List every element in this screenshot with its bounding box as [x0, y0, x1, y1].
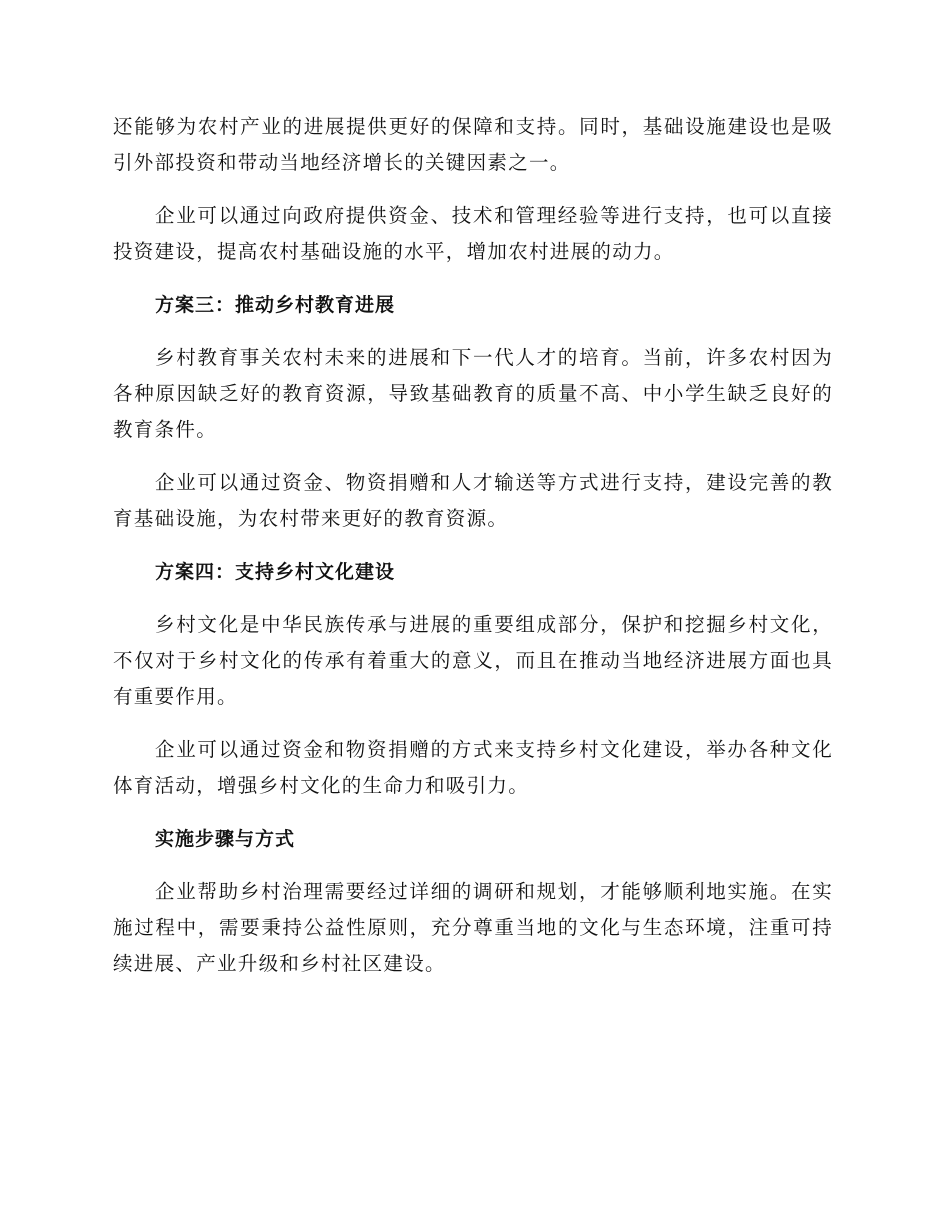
paragraph-rural-culture: 乡村文化是中华民族传承与进展的重要组成部分，保护和挖掘乡村文化，不仅对于乡村文化的传承有着重大的意义，而且在推动当地经济进展方面也具有重要作用。	[113, 613, 833, 708]
paragraph-rural-education: 乡村教育事关农村未来的进展和下一代人才的培育。当前，许多农村因为各种原因缺乏好的教育资源，导致基础教育的质量不高、中小学生缺乏良好的教育条件。	[113, 346, 833, 441]
paragraph-enterprise-infrastructure-support: 企业可以通过向政府提供资金、技术和管理经验等进行支持，也可以直接投资建设，提高农村基础设施的水平，增加农村进展的动力。	[113, 204, 833, 263]
paragraph-enterprise-education-support: 企业可以通过资金、物资捐赠和人才输送等方式进行支持，建设完善的教育基础设施，为农村带来更好的教育资源。	[113, 471, 833, 530]
paragraph-enterprise-culture-support: 企业可以通过资金和物资捐赠的方式来支持乡村文化建设，举办各种文化体育活动，增强乡村文化的生命力和吸引力。	[113, 738, 833, 797]
paragraph-infrastructure-continued: 还能够为农村产业的进展提供更好的保障和支持。同时，基础设施建设也是吸引外部投资和带动当地经济增长的关键因素之一。	[113, 115, 833, 174]
document-body	[113, 109, 833, 999]
paragraph-implementation: 企业帮助乡村治理需要经过详细的调研和规划，才能够顺利地实施。在实施过程中，需要秉持公益性原则，充分尊重当地的文化与生态环境，注重可持续进展、产业升级和乡村社区建设。	[113, 880, 833, 975]
heading-plan-three: 方案三：推动乡村教育进展	[155, 294, 396, 316]
heading-plan-four: 方案四：支持乡村文化建设	[155, 561, 396, 583]
heading-implementation-steps: 实施步骤与方式	[155, 828, 296, 850]
